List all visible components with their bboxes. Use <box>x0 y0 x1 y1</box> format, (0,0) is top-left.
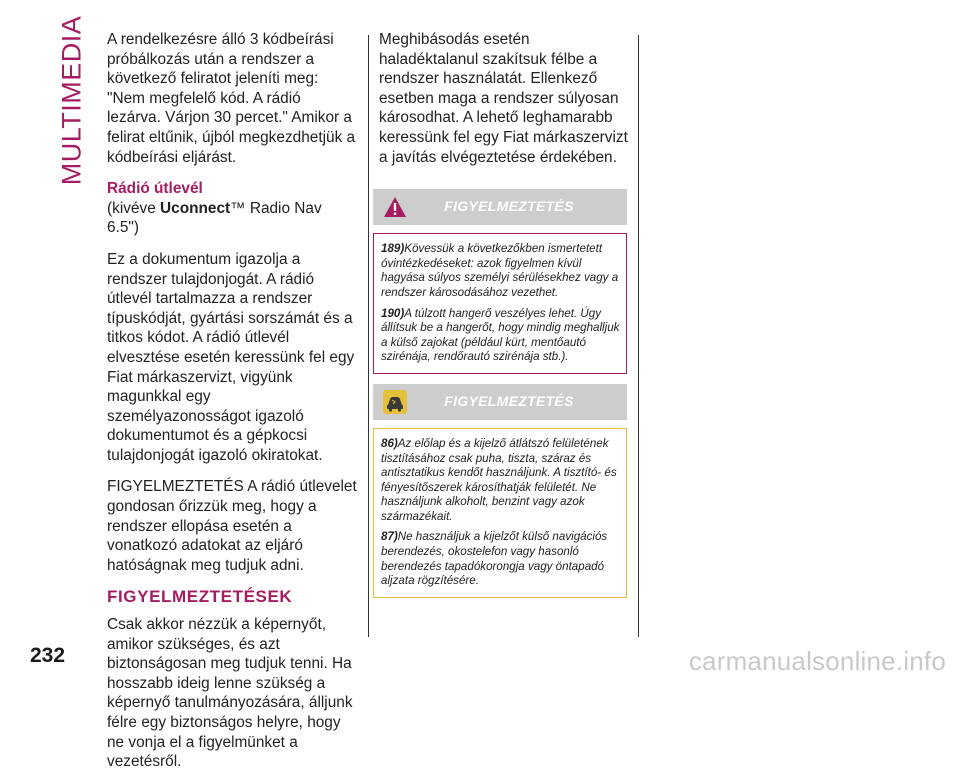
radio-passport-heading: Rádió útlevél <box>107 180 203 198</box>
paragraph-keep-passport: FIGYELMEZTETÉS A rádió útlevelet gondosan őrizzük meg, hogy a rendszer ellopása esetén a vonatkozó adatokat az eljáró hatóságnak meg tudjuk adni. <box>107 478 357 574</box>
warning-header-2 <box>373 384 627 420</box>
column-divider-1 <box>368 35 369 637</box>
warning-item-189: 189)Kövessük a következőkben ismertetett óvintézkedéseket: azok figyelmen kívül hagyása súlyos személyi sérülésekhez vagy a rendszer károsodásához vezethet. <box>381 242 619 299</box>
paragraph-malfunction: Meghibásodás esetén haladéktalanul szakítsuk félbe a rendszer használatát. Ellenkező esetben maga a rendszer súlyosan károsodhat. A lehető leghamarabb keressünk fel egy Fiat márkaszervizt a javítás elvégeztetése érdekében. <box>379 31 628 166</box>
warning-header-1 <box>373 189 627 225</box>
paragraph-screen-safety: Csak akkor nézzük a képernyőt, amikor szükséges, és azt biztonságosan meg tudjuk tenni. Ha hosszabb ideig lenne szükség a képernyő tanulmányozására, álljunk félre egy biztonságos helyre, hogy ne vonja el a figyelmünket a vezetésről. <box>107 616 353 771</box>
left-column <box>107 30 357 784</box>
warning-box-1 <box>373 233 627 374</box>
warning-item-190: 190)A túlzott hangerő veszélyes lehet. Úgy állítsuk be a hangerőt, hogy mindig meghalljuk a külső zajokat (például kürt, mentőautó szirénája, rendőrautó szirénája stb.). <box>381 306 620 364</box>
warnings-heading: FIGYELMEZTETÉSEK <box>107 587 293 607</box>
warning-title-1: FIGYELMEZTETÉS <box>444 198 574 215</box>
warning-item-87: 87)Ne használjuk a kijelzőt külső navigációs berendezés, okostelefon vagy hasonló berendezés tapadókorongja vagy öntapadó aljzata rögzítésére. <box>381 530 608 588</box>
warning-item-86: 86)Az előlap és a kijelző átlátszó felületének tisztításához csak puha, tiszta, száraz és antisztatikus kendőt használjunk. A tisztító- és fényesítőszerek károsíthatják felületét. Ne használjunk alkoholt, benzint vagy azok származékait. <box>381 436 617 523</box>
warning-triangle-icon <box>383 195 407 219</box>
warning-title-2: FIGYELMEZTETÉS <box>444 393 574 410</box>
paragraph-code-attempts: A rendelkezésre álló 3 kódbeírási próbálkozás után a rendszer a következő feliratot jeleníti meg: "Nem megfelelő kód. A rádió lezárva. Várjon 30 percet." Amikor a felirat eltűnik, újból megkezdhetjük a kódbeírási eljárást. <box>107 31 356 166</box>
uconnect-brand: Uconnect <box>160 199 231 217</box>
car-damage-icon <box>383 390 407 414</box>
radio-passport-subtitle: (kivéve Uconnect™ Radio Nav 6.5") <box>107 199 322 237</box>
watermark: carmanualsonline.info <box>688 646 946 676</box>
warning-box-2 <box>373 428 627 598</box>
middle-column <box>379 30 629 598</box>
paragraph-radio-passport: Ez a dokumentum igazolja a rendszer tulajdonjogát. A rádió útlevél tartalmazza a rendszer típuskódját, gyártási sorszámát és a titkos kódot. A rádió útlevél elvesztése esetén keressünk fel egy Fiat márkaszervizt, vigyünk magunkkal egy személyazonosságot igazoló dokumentumot és a gépkocsi tulajdonjogát igazoló okiratokat. <box>107 250 355 464</box>
section-label: MULTIMEDIA <box>56 15 87 185</box>
page-number: 232 <box>30 644 66 667</box>
column-divider-2 <box>638 35 639 637</box>
